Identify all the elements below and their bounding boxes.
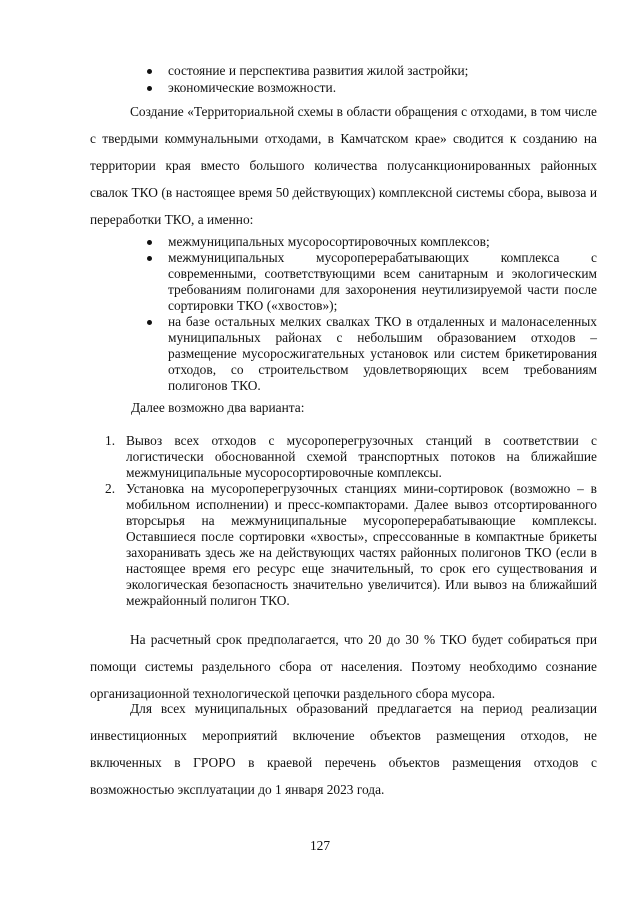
paragraph: Создание «Территориальной схемы в области обращения с отходами, в том числе с твердыми коммунальными отходами, в Камчатском крае» сводится к созданию на территории края вместо большого количества полусанкционированных районных свалок ТКО (в настоящее время 50 действующих) комплексной системы сбора, вывоза и переработки ТКО, а именно: — [90, 104, 597, 227]
bullet-item — [147, 250, 597, 314]
bullet-dot-icon — [147, 256, 152, 261]
numbered-item — [105, 481, 597, 609]
bullet-item — [147, 80, 597, 96]
bullet-text: экономические возможности. — [168, 80, 337, 95]
paragraph: На расчетный срок предполагается, что 20 до 30 % ТКО будет собираться при помощи системы раздельного сбора от населения. Поэтому необходимо сознание организационной технологической цепочки раздельного сбора мусора. — [90, 632, 597, 701]
bullet-dot-icon — [147, 240, 152, 245]
bullet-text: состояние и перспектива развития жилой застройки; — [168, 63, 469, 78]
bullet-dot-icon — [147, 86, 152, 91]
bullet-dot-icon — [147, 69, 152, 74]
item-number: 2. — [105, 481, 116, 496]
bullet-text: на базе остальных мелких свалках ТКО в отдаленных и малонаселенных муниципальных районах с небольшим образованием отходов – размещение мусоросжигательных установок или систем брикетирования отходов, со строительством удовлетворяющих всем требованиям полигонов ТКО. — [168, 314, 597, 393]
item-number: 1. — [105, 433, 116, 448]
item-text: Установка на мусороперегрузочных станциях мини-сортировок (возможно – в мобильном исполнении) и пресс-компакторами. Далее вывоз отсортированного вторсырья на межмуниципальные мусороперерабатывающие комплексы. Оставшиеся после сортировки «хвосты», спрессованные в компактные брикеты захоранивать здесь же на действующих частях районных полигонов ТКО (если в настоящее время его ресурс еще значительный, то срок его существования и экологическая безопасность значительно увеличится). Или вывоз на ближайший межрайонный полигон ТКО. — [126, 481, 597, 608]
bullet-item — [147, 314, 597, 394]
page-number: 127 — [309, 838, 331, 853]
numbered-item — [105, 433, 597, 481]
bullet-text: межмуниципальных мусороперерабатывающих комплекса с современными, соответствующими всем санитарным и экологическим требованиям полигонами для захоронения неутилизируемой части после сортировки ТКО («хвостов»); — [168, 250, 597, 313]
bullet-text: межмуниципальных мусоросортировочных комплексов; — [168, 234, 490, 249]
bullet-item — [147, 234, 597, 250]
paragraph: Далее возможно два варианта: — [131, 400, 305, 415]
paragraph: Для всех муниципальных образований предлагается на период реализации инвестиционных мероприятий включение объектов размещения отходов, не включенных в ГРОРО в краевой перечень объектов размещения отходов с возможностью эксплуатации до 1 января 2023 года. — [90, 701, 597, 797]
bullet-item — [147, 63, 597, 79]
item-text: Вывоз всех отходов с мусороперегрузочных станций в соответствии с логистически обоснованной схемой транспортных потоков на ближайшие межмуниципальные мусоросортировочные комплексы. — [126, 433, 597, 480]
bullet-dot-icon — [147, 320, 152, 325]
